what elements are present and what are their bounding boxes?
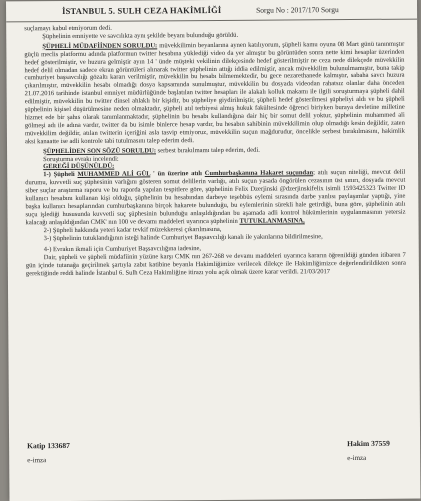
heading-last-word: ŞÜPHELİDEN SON SÖZÜ SORULDU: [43, 146, 157, 155]
signature-block [9, 439, 420, 501]
decision-item-1 [25, 169, 405, 227]
suspect-name: MUHAMMED ALİ GÜL [77, 170, 151, 179]
decision-1-lead: 1-) Şüpheli [43, 171, 78, 179]
decision-1-reason: ; atılı suçun niteliği, mevcut delil durumu, kuvvetli suç şüphesinin varlığını gösteren somut delillerin varlığı, atılı suçun yasada öngörülen cezasının üst sınırı, dosyada mevcut siber suçlar araştırma raporu ve bu raporda yapılan tespitlere göre, şüphelinin Felix Dzerjinski @dzerjinskifelix isimli 1593425323 Twitter ID kullanıcı hesabını kullanan kişi olduğu, şüphelinin bu hesabından darbeye teşebbüs eylemi sırasında darbe yanlısı paylaşımlar yaptığı, yine başka kullanıcı hesaplarından cumhurbaşkanına birçok hakarete bulunduğu, bu eylemlerinin sürekli hale getirdiği, buna göre, şüphelinin atılı suçu işlediği hususunda kuvvetli suç şüphesinin bulunduğu anlaşıldığından bu aşamada adli kontrol hükümlerinin uygulanmasının yetersiz kalacağı anlaşıldığından CMK' nın 100 ve devamı maddeleri uyarınca şüphelinin [25, 168, 406, 227]
heading-decision: GEREĞİ DÜŞÜNÜLDÜ: [43, 163, 115, 171]
document-page [6, 0, 420, 501]
judge-signature [347, 439, 390, 462]
decision-item-3: 3-) Şüphelinin tutuklandığının isteği halinde Cumhuriyet Başsavcılığı kanalı ile yakınlarına bildirilmesine, [43, 232, 323, 242]
defense-text: müvekkilimin beyanlarına aynen katılıyorum, şüpheli kamu oyuna 08 Mart günü tanınmıştır güçlü meclis platformu adında platformun twitter hesabına yüklediği video da yer almıştır bu görüntüden sonra nette kimi hesaplar üzerinden hedef gösterilmiştir, ve huzura gelmiştir ayın 14 ' ünde müşteki vekilinin dilekçesinde hedef gösterilmiştir ne ceza nede dilekçede müvekkilin hedef delil olmadan sadece ekran görüntüleri alınarak twitter şüphelinin attığı iddia edilmiştir, ancak müvekkilim bulunulmamıştır, buna takip cumhuriyet başsavcılığı gözaltı kararı verilmiştir, müvekkilin bu hesabı bilmemektedir, bu gece nezarethanede kalmıştır, sabaha savcı huzura çıkarılmıştır, müvekkilin hesabı olmadığı dosya kapsamında sunulmuştur, müvekkilin bu dosyada videodan rahatsız olanlar daha önceden 21.07.2016 tarihinde istanbul emniyet müdürlüğünde başlatılan twitter hesapları ile alakalı kolluk makamı ile ilgili soruşturmaya şüpheli dahil edilmiştir, müvekkilin bu twitter dinsel ahlaklı bir kişidir, bu şüpheliye giydirilmiştir, şüpheli hedef gösterilmesi şüpheliyi aldı ve bu şüpheli şüphelinin kişisel düşürülmesine neden olmaktadır, şüpheli atıl terbiyesi almış hukuk fakültesinde öğrenci biriyken buraya devletine milletine hizmet ede bir şahıs olarak tanımlanmaktadır, şüphelinin bu hesabı kullandığına dair hiç bir somut delil yoktur, şüphelinin muhammed ali gölmeşi adı ile adına vardır, twitter da bu isimle binlerce hesap vardır, bu hesabın sahibinin müvekkilimin olup olmadığı kesin değildir, zaten müvekkilim değildir, atılan twitterin içeriğini asla tasvip etmiyoruz, müvekkilin suçun mağdurudur, öncelikle serbest bırakılmasını, hakimlik aksi kanaatte ise adli kontrole tabi tutulmasını talep ederim dedi. [24, 40, 405, 145]
document-body [24, 23, 406, 279]
judge-e-imza: e-imza [347, 453, 367, 463]
decision-item-2: 2-) Şüpheli hakkında yeteri kadar tevkif müzekkeresi çıkarılmasına, [43, 225, 222, 234]
paragraph-verdict: Dair, şüpheli ve şüpheli müdafiinin yüzüne karşı CMK nın 267-268 ve devamı maddeleri uyarınca kararın öğrenildiği günden itibaren 7 gün içinde tutanağa geçirilmek şartıyla zabıt katibine beyanla Hakimliğimize verilecek dilekçe ile Hakimliğimizce değerlendirildikten sonra gerektiğinde reddi halinde İstanbul 6. Sulh Ceza Hakimliğine itirazı yolu açık olmak üzere karar verildi. 21/03/2017 [25, 252, 406, 278]
paragraph-objection: suçlamayı kabul etmiyorum dedi. [24, 24, 112, 33]
heading-defense: ŞÜPHELİ MÜDAFİİNDEN SORULDU: [42, 42, 158, 50]
judge-id: Hakim 37559 [347, 438, 390, 449]
sorgu-number: Sorgu No : 2017/170 Sorgu [256, 5, 339, 15]
clerk-signature [27, 441, 70, 464]
decision-1-mid: ' ün üzerine atılı [150, 170, 205, 178]
last-word-text: serbest bırakılmamı talep ederim, dedi. [155, 146, 260, 154]
paragraph-statement-note: Şüphelinin emniyette ve savcılıkta aynı şekilde beyanı bulunduğu görüldü. [42, 31, 239, 41]
crime-name: Cumhurbaşkanına Hakaret suçundan [204, 169, 314, 178]
paragraph-examined: Soruşturma evrakı incelendi: [43, 155, 119, 163]
clerk-e-imza: e-imza [27, 456, 47, 465]
decision-item-4: 4-) Evrakın ikmali için Cumhuriyet Başsavcılığına iadesine, [43, 245, 202, 254]
paragraph-defense [24, 40, 405, 145]
arrest-order: TUTUKLANMASINA, [239, 217, 305, 225]
court-name: İSTANBUL 5. SULH CEZA HAKİMLİĞİ [62, 4, 222, 17]
document-header [6, 0, 417, 22]
clerk-id: Katip 133687 [27, 441, 70, 451]
